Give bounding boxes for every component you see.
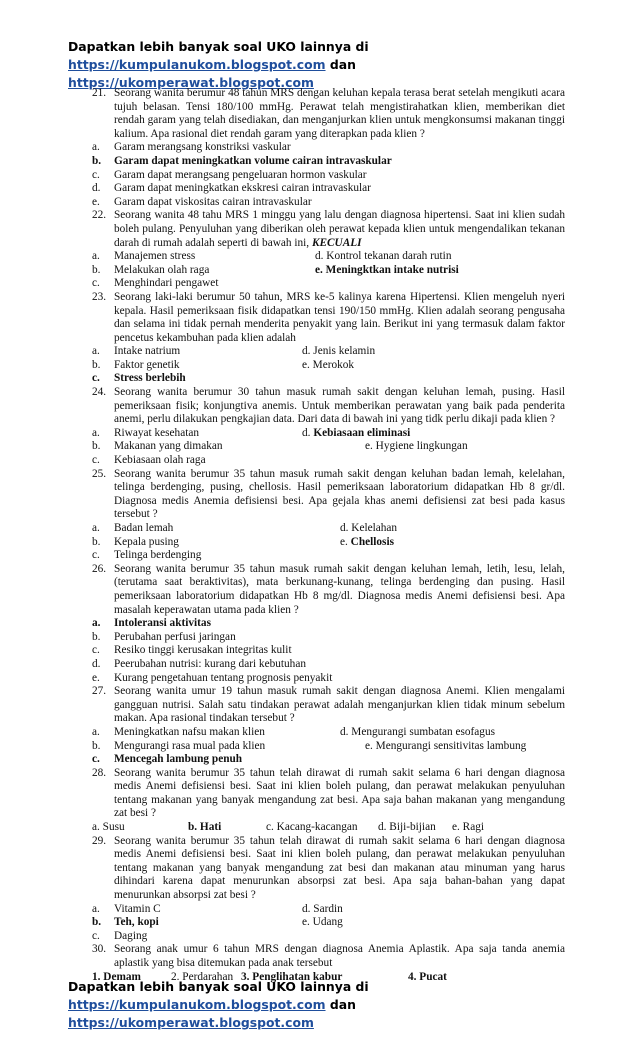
option-b: b. Makanan yang dimakan xyxy=(92,440,223,453)
option-a: a. Badan lemah xyxy=(92,522,174,534)
option-row xyxy=(92,359,565,373)
option-a: a. Vitamin C xyxy=(92,902,161,915)
ukomperawat-link[interactable]: https://ukomperawat.blogspot.com xyxy=(68,1015,314,1030)
option-d: d. Mengurangi sumbatan esofagus xyxy=(340,725,495,738)
option-e: e. Merokok xyxy=(302,358,355,371)
option-b: b. Melakukan olah raga xyxy=(92,263,210,276)
question-text: Seorang laki-laki berumur 50 tahun, MRS ke-5 kalinya karena Hipertensi. Klien mengeluh nyeri kepala. Hasil pemeriksaan fisik didapatkan tensi 190/150 mmHg. Klien adalah seorang pengusaha dan selama ini tidak pernah menderita penyakit yang lain. Berikut ini yang termasuk dalam faktor pencetus kekambuhan pada klien adalah xyxy=(114,290,565,344)
question-25 xyxy=(92,468,565,522)
kumpulanukom-link[interactable]: https://kumpulanukom.blogspot.com xyxy=(68,997,326,1012)
kumpulanukom-link[interactable]: https://kumpulanukom.blogspot.com xyxy=(68,57,326,72)
option-e-answer: e. Meningktkan intake nutrisi xyxy=(315,263,459,276)
option-c: c. Telinga berdenging xyxy=(92,549,202,562)
question-28 xyxy=(92,767,565,821)
question-number: 25. xyxy=(92,467,107,480)
question-text: Seorang wanita berumur 35 tahun masuk rumah sakit dengan keluhan badan lemah, kelelahan, telinga berdenging, pusing, chellosis. Hasil pemeriksaan laboratorium didapatkan Hb 8 gr/dl. Diagnosa medis Anemia defisiensi besi. Apa gejala khas anemi defisiensi zat besi pada kasus tersebut ? xyxy=(114,467,565,521)
question-text: Seorang wanita berumur 35 tahun telah dirawat di rumah sakit selama 6 hari dengan diagnosa medis Anemi defisiensi besi. Saat ini klien boleh pulang, dan perawat melakukan penyuluhan tentang makanan yang banyak mengandung zat besi. Apa saja bahan makanan yang mengandung zat besi ? xyxy=(114,766,565,820)
footer-text: Dapatkan lebih banyak soal UKO lainnya di xyxy=(68,979,369,994)
option-c: c. Kebiasaan olah raga xyxy=(92,454,206,467)
option-row xyxy=(92,916,565,930)
option-d: d. Kelelahan xyxy=(340,522,398,534)
option-c: c. Resiko tinggi kerusakan integritas kulit xyxy=(92,644,292,657)
option-d: d. Jenis kelamin xyxy=(302,345,376,358)
option-c: c. Kacang-kacangan xyxy=(266,821,358,834)
option-e: e. Garam dapat viskositas cairan intravaskular xyxy=(92,195,312,208)
option-d-answer: d. Kebiasaan eliminasi xyxy=(302,426,411,439)
option-d: d. Biji-bijian xyxy=(378,821,436,834)
option-row xyxy=(92,345,565,359)
question-text: Seorang anak umur 6 tahun MRS dengan diagnosa Anemia Aplastik. Apa saja tanda anemia aplastik yang bisa ditemukan pada anak tersebut xyxy=(114,943,565,969)
question-number: 29. xyxy=(92,834,107,847)
option-a: a. Riwayat kesehatan xyxy=(92,426,200,439)
option-1: 1. Demam xyxy=(92,970,141,983)
question-number: 30. xyxy=(92,943,107,956)
option-a: a. Manajemen stress xyxy=(92,250,196,263)
question-27 xyxy=(92,685,565,726)
question-number: 27. xyxy=(92,685,107,698)
option-b: b. Kepala pusing xyxy=(92,535,179,548)
question-22 xyxy=(92,209,565,250)
page-footer xyxy=(68,978,588,1032)
question-23 xyxy=(92,291,565,345)
option-c-answer: c. Stress berlebih xyxy=(92,372,186,385)
option-b: b. Faktor genetik xyxy=(92,358,180,371)
option-a: a. Intake natrium xyxy=(92,345,181,358)
question-number: 21. xyxy=(92,87,107,99)
option-d: d. Garam dapat meningkatkan ekskresi cairan intravaskular xyxy=(92,182,371,195)
option-row xyxy=(92,726,565,740)
option-row xyxy=(92,903,565,917)
question-number: 23. xyxy=(92,290,107,303)
option-b: b. Perubahan perfusi jaringan xyxy=(92,630,236,643)
option-c: c. Daging xyxy=(92,929,148,942)
question-text: Seorang wanita 48 tahu MRS 1 minggu yang lalu dengan diagnosa hipertensi. Saat ini klien sudah boleh pulang. Penyuluhan yang diberikan oleh perawat kepada klien untuk mengendalikan tekanan darah di rumah adalah seperti di bawah ini, KECUALI xyxy=(114,209,565,249)
except-keyword: KECUALI xyxy=(311,236,362,249)
option-c-answer: c. Mencegah lambung penuh xyxy=(92,753,243,766)
option-row xyxy=(92,740,565,754)
option-d: d. Peerubahan nutrisi: kurang dari kebutuhan xyxy=(92,657,306,670)
option-e: e. Mengurangi sensitivitas lambung xyxy=(365,739,527,752)
question-number: 26. xyxy=(92,562,107,575)
option-e: e. Hygiene lingkungan xyxy=(365,440,468,453)
option-a: a. Garam merangsang konstriksi vaskular xyxy=(92,141,291,154)
option-c: c. Garam dapat merangsang pengeluaran hormon vaskular xyxy=(92,168,367,181)
question-text: Seorang wanita berumur 35 tahun telah dirawat di rumah sakit selama 6 hari dengan diagnosa medis Anemi defisiensi besi. Saat ini klien boleh pulang, dan perawat melakukan penyuluhan tentang makanan yang banyak mengandung zat besi dan makanan atau minuman yang harus dihindari karena dapat menurunkan absorpsi zat besi. Apa saja bahan-bahan yang dapat menurunkan absorpsi zat besi ? xyxy=(114,834,565,902)
option-row xyxy=(92,427,565,441)
question-list xyxy=(92,87,565,984)
option-a: a. Meningkatkan nafsu makan klien xyxy=(92,725,265,738)
question-21 xyxy=(92,87,565,141)
question-number: 22. xyxy=(92,209,107,222)
question-text: Seorang wanita berumur 35 tahun masuk rumah sakit dengan keluhan lemah, letih, lesu, lelah,(terutama saat beraktivitas), mata berkunang-kunang, telinga berdenging dan pusing. Hasil pemeriksaan laboratorium didapatkan Hb 8 mg/dl. Diagnosa medis Anemi defisiensi besi. Apa masalah keperawatan utama pada klien ? xyxy=(114,562,565,616)
question-29 xyxy=(92,835,565,903)
option-e: e. Kurang pengetahuan tentang prognosis penyakit xyxy=(92,671,333,684)
question-text: Seorang wanita umur 19 tahun masuk rumah sakit dengan diagnosa Anemi. Klien mengalami gangguan nutrisi. Salah satu tindakan perawat adalah menganjurkan klien tidak minum sebelum makan. Apa rasional tindakan tersebut ? xyxy=(114,685,565,725)
option-b-answer: b. Garam dapat meningkatkan volume cairan intravaskular xyxy=(92,154,392,167)
option-2: 2. Perdarahan xyxy=(171,970,234,983)
ukomperawat-link[interactable]: https://ukomperawat.blogspot.com xyxy=(68,75,314,90)
header-dan: dan xyxy=(325,57,356,72)
option-3: 3. Penglihatan kabur xyxy=(241,970,343,983)
option-row xyxy=(92,536,565,550)
option-a-answer: a. Intoleransi aktivitas xyxy=(92,617,211,630)
option-row xyxy=(92,821,565,835)
option-row xyxy=(92,522,565,536)
page-header xyxy=(68,38,588,92)
option-b-answer: b. Hati xyxy=(188,821,222,834)
option-4: 4. Pucat xyxy=(408,970,447,983)
header-text: Dapatkan lebih banyak soal UKO lainnya di xyxy=(68,39,369,54)
question-text: Seorang wanita berumur 30 tahun masuk rumah sakit dengan keluhan lemah, pusing. Hasil pemeriksaan fisik; konjungtiva anemis. Untuk memberikan perawatan yang baik pada penderita anemi, perlu dilakukan pengkajian data. Dari data di bawah ini yang tidk perlu dikaji pada klien ? xyxy=(114,386,565,426)
option-e-answer: e. Chellosis xyxy=(340,535,394,548)
question-26 xyxy=(92,563,565,617)
option-e: e. Udang xyxy=(302,916,343,929)
footer-dan: dan xyxy=(325,997,356,1012)
option-d: d. Kontrol tekanan darah rutin xyxy=(315,250,452,263)
option-d: d. Sardin xyxy=(302,902,343,915)
option-row xyxy=(92,440,565,454)
question-30 xyxy=(92,943,565,970)
question-number: 24. xyxy=(92,386,107,399)
question-24 xyxy=(92,386,565,427)
option-row xyxy=(92,250,565,264)
option-b-answer: b. Teh, kopi xyxy=(92,916,159,929)
question-text: Seorang wanita berumur 48 tahun MRS dengan keluhan kepala terasa berat setelah mengikuti acara tujuh belasan. Tensi 180/100 mmHg. Perawat telah mengistirahatkan klien, memberikan diet rendah garam yang telah disediakan, dan menganjurkan klien untuk mengkonsumsi makanan tinggi kalium. Apa rasional diet rendah garam yang diterapkan pada klien ? xyxy=(114,87,565,140)
option-c: c. Menghindari pengawet xyxy=(92,277,219,290)
option-a: a. Susu xyxy=(92,821,125,834)
option-b: b. Mengurangi rasa mual pada klien xyxy=(92,739,266,752)
option-e: e. Ragi xyxy=(452,821,484,834)
question-number: 28. xyxy=(92,766,107,779)
option-row xyxy=(92,264,565,278)
